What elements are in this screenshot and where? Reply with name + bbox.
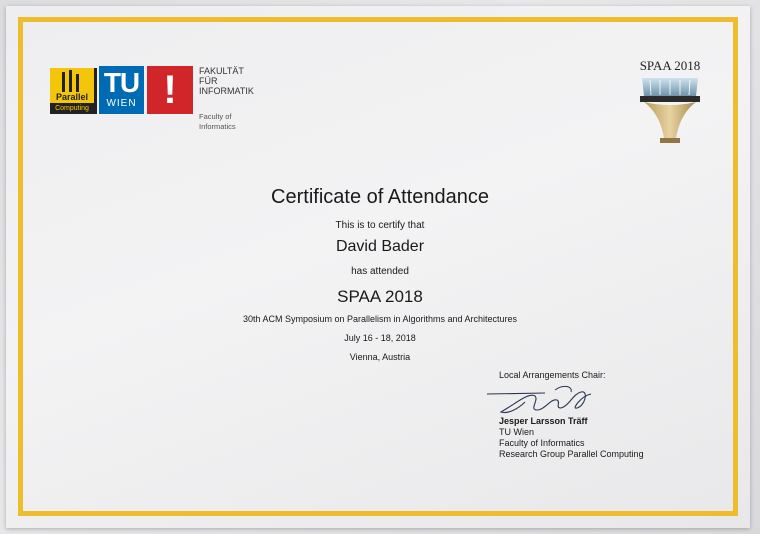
- event-name: SPAA 2018: [337, 287, 423, 306]
- chair-role: Local Arrangements Chair:: [499, 370, 606, 380]
- computing-label: Computing: [50, 103, 94, 114]
- signatory-details: [499, 416, 644, 460]
- event-location: Vienna, Austria: [349, 352, 411, 362]
- recipient-name: David Bader: [335, 238, 425, 255]
- event-dates: July 16 - 18, 2018: [344, 333, 416, 343]
- certify-text: This is to certify that: [335, 220, 425, 231]
- spaa-conference-logo: [630, 58, 710, 148]
- signatory-line1: TU Wien: [499, 427, 535, 437]
- building-icon: [636, 74, 704, 148]
- spaa-logo-label: SPAA 2018: [639, 58, 701, 73]
- event-description: 30th ACM Symposium on Parallelism in Algorithms and Architectures: [242, 314, 518, 324]
- informatik-logo: !: [147, 66, 193, 114]
- parallel-label: Parallel: [55, 92, 89, 102]
- faculty-de-line1: FAKULTÄT: [199, 66, 244, 76]
- signature-icon: [485, 380, 615, 420]
- signatory-name: Jesper Larsson Träff: [499, 416, 588, 426]
- faculty-text: [199, 66, 254, 132]
- parallel-bars-icon: [50, 68, 94, 92]
- attended-text: has attended: [351, 266, 409, 277]
- wien-label: WIEN: [106, 98, 137, 109]
- faculty-de-line2: FÜR INFORMATIK: [199, 76, 254, 96]
- signatory-line3: Research Group Parallel Computing: [499, 449, 644, 459]
- signatory-line2: Faculty of Informatics: [499, 438, 585, 448]
- tu-wien-logo: [99, 66, 144, 114]
- tu-label: TU: [103, 67, 140, 98]
- certificate-title: Certificate of Attendance: [271, 186, 489, 208]
- faculty-en: Faculty of Informatics: [199, 112, 236, 131]
- parallel-computing-logo: [50, 68, 97, 114]
